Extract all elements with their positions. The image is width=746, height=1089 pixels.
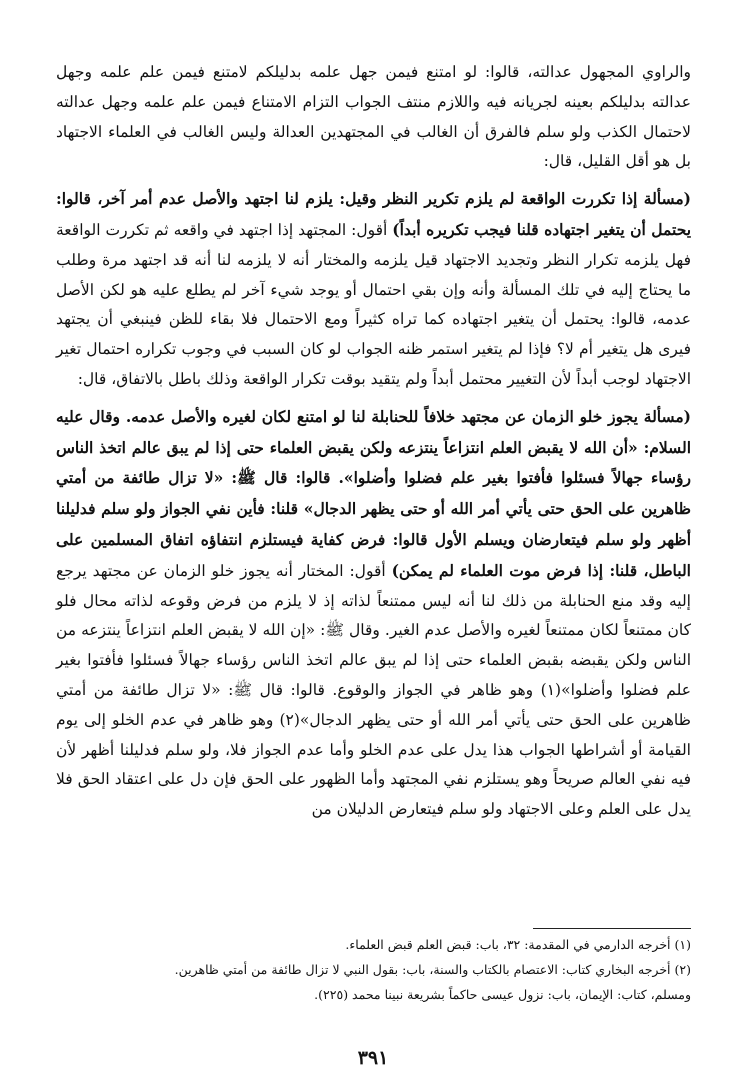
paragraph-3-commentary: أقول: المختار أنه يجوز خلو الزمان عن مجتهد يرجع إليه وقد منع الحنابلة من ذلك لنا أنه ليس ممتنعاً لذاته إذ لا يلزم من فرض وقوعه لذاته محال فلو كان ممتنعاً لكان ممتنعاً لغيره والأصل عدم الغير. وقال ﷺ: «إن الله لا يقبض العلم انتزاعاً ينتزعه من الناس ولكن يقبضه بقبض العلماء حتى إذا لم يبق عالم اتخذ الناس رؤساء جهالاً فسئلوا فأفتوا بغير علم فضلوا وأضلوا»(١) وهو ظاهر في الجواز والوقوع. قالوا: قال ﷺ: «لا تزال طائفة من أمتي ظاهرين على الحق حتى يأتي أمر الله أو حتى يظهر الدجال»(٢) وهو ظاهر في عدم الخلو إلى يوم القيامة أو أشراطها الجواب هذا يدل على عدم الخلو وأما عدم الجواز فلا، ولو سلم فدليلنا أظهر لأن فيه نفي العالم صريحاً وهو يستلزم نفي المجتهد وأما الظهور على الحق فإن دل على اعتقاد الحق فلا يدل على العلم وعلى الاجتهاد ولو سلم فيتعارض الدليلان من bbox=[56, 561, 691, 819]
issue-heading-era-without-mujtahid: (مسألة يجوز خلو الزمان عن مجتهد خلافاً للحنابلة لنا لو امتنع لكان لغيره والأصل عدمه. وقال عليه السلام: «أن الله لا يقبض العلم انتزاعاً ينتزعه ولكن يقبض العلماء حتى إذا لم يبق عالم اتخذ الناس رؤساء جهالاً فسئلوا فأفتوا بغير علم فضلوا وأضلوا». قالوا: قال ﷺ: «لا تزال طائفة من أمتي ظاهرين على الحق حتى يأتي أمر الله أو حتى يظهر الدجال» قلنا: فأين نفي الجواز ولو سلم فدليلنا أظهر ولو سلم فيتعارضان ويسلم الأول قالوا: فرض كفاية فيستلزم انتفاؤه اتفاق المسلمين على الباطل، قلنا: إذا فرض موت العلماء لم يمكن) bbox=[56, 406, 691, 580]
footnote-1: (١) أخرجه الدارمي في المقدمة: ٣٢، باب: قبض العلم قبض العلماء. bbox=[345, 937, 691, 952]
paragraph-1 bbox=[56, 58, 691, 177]
footnote-2: (٢) أخرجه البخاري كتاب: الاعتصام بالكتاب والسنة، باب: بقول النبي لا تزال طائفة من أمتي ظاهرين. bbox=[174, 962, 691, 977]
footnotes bbox=[48, 932, 691, 1007]
paragraph-1-text: والراوي المجهول عدالته، قالوا: لو امتنع فيمن جهل علمه بدليلكم لامتنع فيمن علم علمه وجهل عدالته بدليلكم بعينه لجريانه فيه واللازم منتف الجواب التزام الامتناع فيمن علم علمه وجهل عدالته لاحتمال الكذب ولو سلم فالفرق أن الغالب في المجتهدين العدالة وليس الغالب في العلماء الاجتهاد بل هو أقل القليل، قال: bbox=[56, 63, 691, 171]
page-number: ٣٩١ bbox=[357, 1047, 389, 1069]
footnote-2-continued: ومسلم، كتاب: الإيمان، باب: نزول عيسى حاكماً بشريعة نبينا محمد (٢٢٥). bbox=[314, 987, 691, 1002]
footnote-divider bbox=[533, 928, 691, 929]
paragraph-2 bbox=[56, 184, 691, 395]
paragraph-3 bbox=[56, 402, 691, 825]
paragraph-2-commentary: أقول: المجتهد إذا اجتهد في واقعه ثم تكررت الواقعة فهل يلزمه تكرار النظر وتجديد الاجتهاد قيل يلزمه والمختار أنه لا يلزمه لنا أنه قد اجتهد مرة وطلب ما يحتاج إليه في تلك المسألة وأنه وإن بقي احتمال أو يوجد شيء آخر لم يطلع عليه هو لكن الأصل عدمه، قالوا: يحتمل أن يتغير اجتهاده كما تراه كثيراً ومع الاحتمال فلا بقاء للظن فينبغي أن يجتهد فيرى هل يتغير أم لا؟ فإذا لم يتغير استمر ظنه الجواب لو كان السبب في وجوب تكراره احتمال تغير الاجتهاد لوجب أبداً لأن التغيير محتمل أبداً ولم يتقيد بوقت تكرار الواقعة وذلك باطل بالاتفاق، قال: bbox=[56, 220, 691, 388]
issue-heading-repeated-event: (مسألة إذا تكررت الواقعة لم يلزم تكرير النظر وقيل: يلزم لنا اجتهد والأصل عدم أمر آخر، قالوا: يحتمل أن يتغير اجتهاده قلنا فيجب تكريره أبداً) bbox=[56, 189, 692, 239]
